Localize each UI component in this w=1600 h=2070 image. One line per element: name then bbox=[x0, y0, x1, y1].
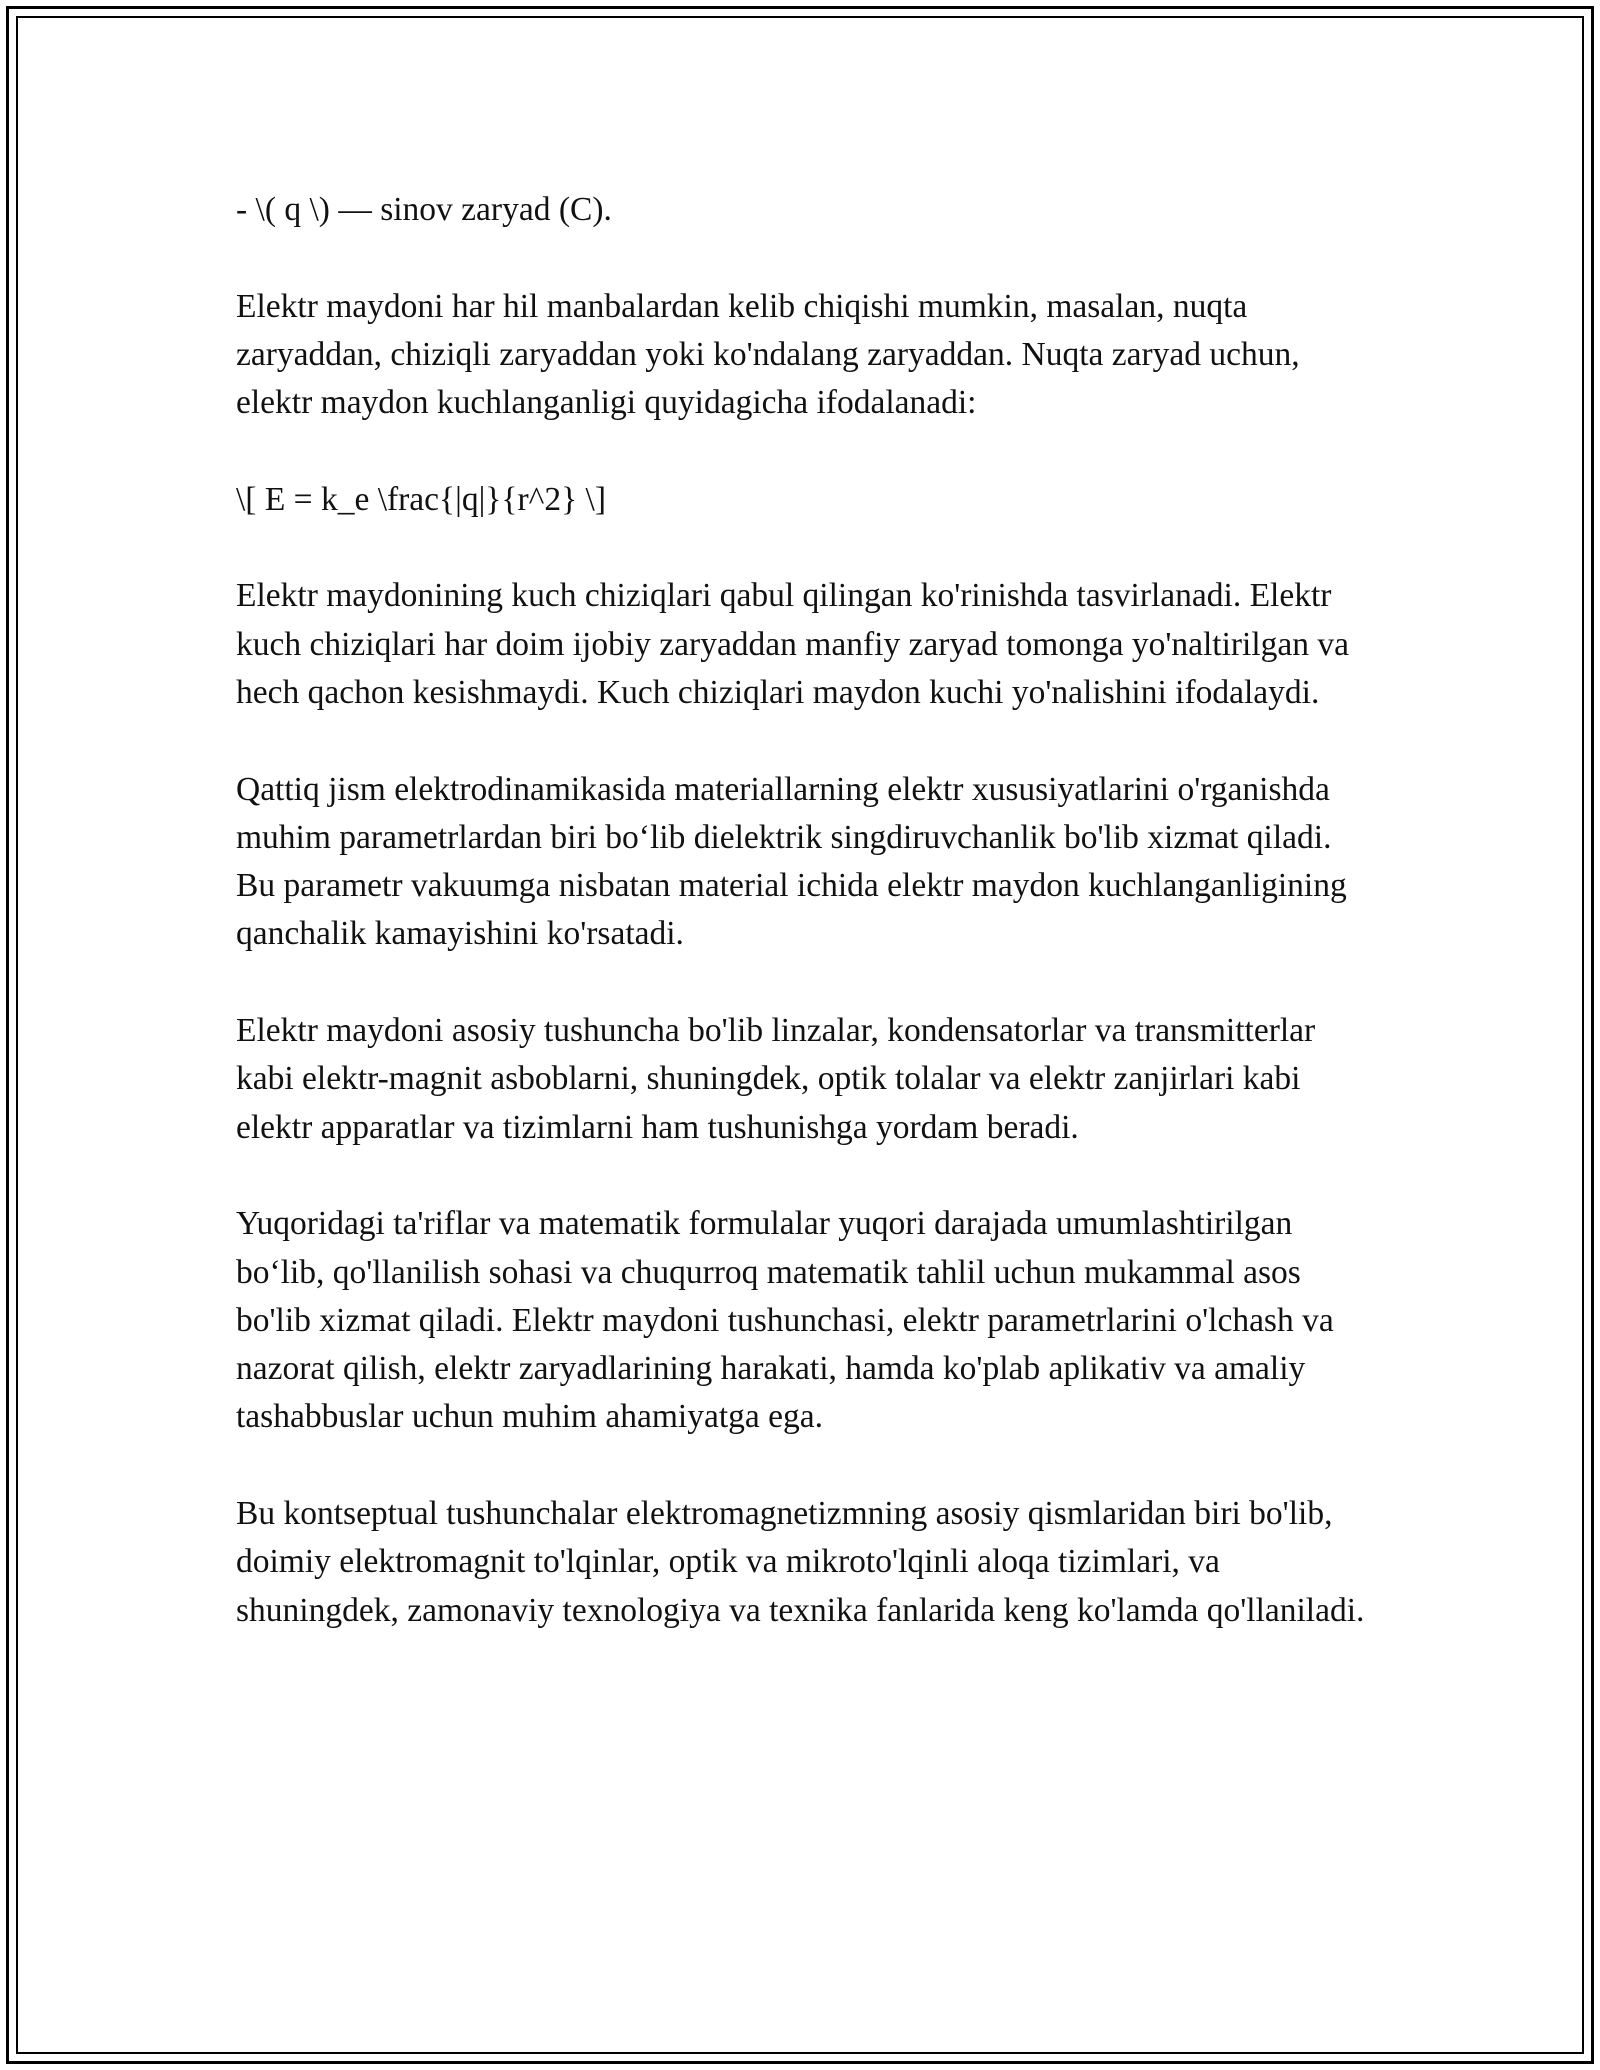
paragraph-applications: Elektr maydoni asosiy tushuncha bo'lib linzalar, kondensatorlar va transmitterlar kabi elektr-magnit asboblarni, shuningdek, optik tolalar va elektr zanjirlari kabi elektr apparatlar va tizimlarni ham tushunishga yordam beradi. bbox=[236, 1012, 1316, 1146]
list-item-test-charge: - \( q \) — sinov zaryad (C). bbox=[236, 191, 612, 228]
paragraph-field-lines: Elektr maydonining kuch chiziqlari qabul qilingan ko'rinishda tasvirlanadi. Elektr kuch chiziqlari har doim ijobiy zaryaddan manfiy zaryad tomonga yo'naltirilgan va hech qachon kesishmaydi. Kuch chiziqlari maydon kuchi yo'nalishini ifodalaydi. bbox=[236, 577, 1350, 711]
paragraph-field-sources: Elektr maydoni har hil manbalardan kelib chiqishi mumkin, masalan, nuqta zaryaddan, chiziqli zaryaddan yoki ko'ndalang zaryaddan. Nuqta zaryad uchun, elektr maydon kuchlanganligi quyidagicha ifodalanadi: bbox=[236, 287, 1300, 422]
paragraph-generalization: Yuqoridagi ta'riflar va matematik formulalar yuqori darajada umumlashtirilgan bo‘lib, qo'llanilish sohasi va chuqurroq matematik tahlil uchun mukammal asos bo'lib xizmat qiladi. Elektr maydoni tushunchasi, elektr parametrlarini o'lchash va nazorat qilish, elektr zaryadlarining harakati, hamda ko'plab aplikativ va amaliy tashabbuslar uchun muhim ahamiyatga ega. bbox=[236, 1205, 1334, 1436]
paragraph-conclusion: Bu kontseptual tushunchalar elektromagnetizmning asosiy qismlaridan biri bo'lib, doimiy elektromagnit to'lqinlar, optik va mikroto'lqinli aloqa tizimlari, va shuningdek, zamonaviy texnologiya va texnika fanlarida keng ko'lamda qo'llaniladi. bbox=[236, 1495, 1365, 1629]
paragraph-dielectric: Qattiq jism elektrodinamikasida materiallarning elektr xususiyatlarini o'rganishda muhim parametrlardan biri bo‘lib dielektrik singdiruvchanlik bo'lib xizmat qiladi. Bu parametr vakuumga nisbatan material ichida elektr maydon kuchlanganligining qanchalik kamayishini ko'rsatadi. bbox=[236, 770, 1347, 953]
formula-point-charge: \[ E = k_e \frac{|q|}{r^2} \] bbox=[236, 480, 606, 518]
document-body bbox=[236, 186, 1376, 1683]
